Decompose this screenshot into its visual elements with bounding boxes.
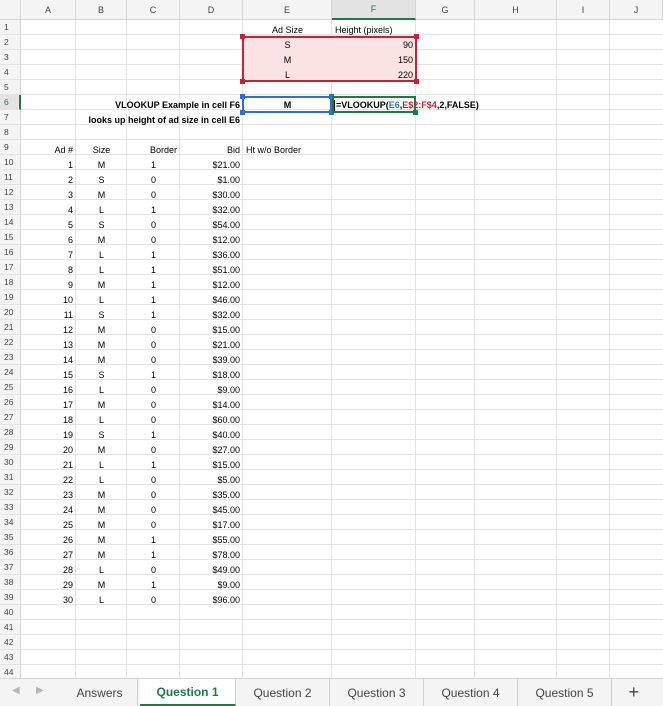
size-cell[interactable]: L (98, 565, 104, 575)
row-header[interactable]: 37 (0, 560, 21, 575)
data-header-size[interactable]: Size (92, 145, 111, 155)
ad-number-cell[interactable]: 22 (62, 475, 73, 485)
formula-arg-range-ref: E$2:F$4 (402, 100, 437, 110)
lookup-height-cell[interactable]: 220 (397, 70, 413, 80)
ad-number-cell[interactable]: 23 (62, 490, 73, 500)
column-header-g[interactable]: G (416, 0, 475, 20)
border-cell[interactable]: 0 (150, 565, 156, 575)
column-header-i[interactable]: I (557, 0, 610, 20)
row-header[interactable]: 30 (0, 455, 21, 470)
ad-number-cell[interactable]: 3 (67, 190, 73, 200)
formula-suffix: ,2,FALSE) (436, 100, 479, 110)
formula-comma: , (399, 100, 403, 110)
ad-number-cell[interactable]: 16 (62, 385, 73, 395)
ad-number-cell[interactable]: 12 (62, 325, 73, 335)
row-header[interactable]: 34 (0, 515, 21, 530)
border-cell[interactable]: 0 (150, 325, 156, 335)
tab-question-5[interactable]: Question 5 (518, 679, 612, 706)
border-cell[interactable]: 0 (150, 490, 156, 500)
previous-sheet-icon[interactable]: ◀ (12, 685, 20, 696)
row-header[interactable]: 21 (0, 320, 21, 335)
lookup-size-cell[interactable]: L (284, 70, 290, 80)
bid-cell[interactable]: $32.00 (212, 310, 240, 320)
column-header-e[interactable]: E (243, 0, 332, 20)
row-header[interactable]: 40 (0, 605, 21, 620)
size-cell[interactable]: M (97, 520, 106, 530)
ad-number-cell[interactable]: 29 (62, 580, 73, 590)
ad-number-cell[interactable]: 1 (67, 160, 73, 170)
row-header[interactable]: 35 (0, 530, 21, 545)
column-header-c[interactable]: C (127, 0, 180, 20)
row-header[interactable]: 18 (0, 275, 21, 290)
row-header[interactable]: 27 (0, 410, 21, 425)
size-cell[interactable]: M (97, 160, 106, 170)
ad-number-cell[interactable]: 8 (67, 265, 73, 275)
formula-prefix: =VLOOKUP( (336, 100, 389, 110)
range-handle[interactable] (240, 110, 245, 115)
bid-cell[interactable]: $78.00 (212, 550, 240, 560)
tab-answers[interactable]: Answers (62, 679, 138, 706)
select-all-corner[interactable] (0, 0, 21, 20)
row-header[interactable]: 23 (0, 350, 21, 365)
row-header[interactable]: 3 (0, 50, 21, 65)
column-header-a[interactable]: A (21, 0, 76, 20)
bid-cell[interactable]: $30.00 (212, 190, 240, 200)
bid-cell[interactable]: $45.00 (212, 505, 240, 515)
bid-cell[interactable]: $14.00 (212, 400, 240, 410)
bid-cell[interactable]: $60.00 (212, 415, 240, 425)
size-cell[interactable]: L (98, 385, 104, 395)
size-cell[interactable]: S (98, 310, 105, 320)
border-cell[interactable]: 1 (150, 280, 156, 290)
input-cell-reference-outline (242, 96, 332, 113)
border-cell[interactable]: 0 (150, 445, 156, 455)
range-handle[interactable] (240, 79, 245, 84)
border-cell[interactable]: 0 (150, 385, 156, 395)
bid-cell[interactable]: $12.00 (212, 280, 240, 290)
border-cell[interactable]: 0 (150, 475, 156, 485)
bid-cell[interactable]: $1.00 (217, 175, 240, 185)
border-cell[interactable]: 0 (150, 415, 156, 425)
row-header[interactable]: 29 (0, 440, 21, 455)
size-cell[interactable]: M (97, 400, 106, 410)
tab-question-3[interactable]: Question 3 (330, 679, 424, 706)
ad-number-cell[interactable]: 14 (62, 355, 73, 365)
bid-cell[interactable]: $55.00 (212, 535, 240, 545)
data-header-bid[interactable]: Bid (226, 145, 240, 155)
row-header[interactable]: 28 (0, 425, 21, 440)
gridline (21, 619, 663, 620)
bid-cell[interactable]: $54.00 (212, 220, 240, 230)
gridline (21, 649, 663, 650)
border-cell[interactable]: 0 (150, 520, 156, 530)
size-cell[interactable]: M (97, 190, 106, 200)
active-cell-outline (332, 96, 416, 113)
row-header[interactable]: 20 (0, 305, 21, 320)
bid-cell[interactable]: $5.00 (217, 475, 240, 485)
range-reference-outline (242, 36, 417, 82)
row-header[interactable]: 13 (0, 200, 21, 215)
bid-cell[interactable]: $39.00 (212, 355, 240, 365)
border-cell[interactable]: 1 (150, 160, 156, 170)
ad-number-cell[interactable]: 25 (62, 520, 73, 530)
row-header[interactable]: 33 (0, 500, 21, 515)
range-handle[interactable] (414, 79, 419, 84)
row-header[interactable]: 19 (0, 290, 21, 305)
border-cell[interactable]: 1 (150, 535, 156, 545)
tab-question-4[interactable]: Question 4 (424, 679, 518, 706)
size-cell[interactable]: L (98, 250, 104, 260)
sheet-tab-bar (0, 678, 663, 706)
lookup-header-size[interactable]: Ad Size (271, 25, 304, 35)
formula-arg-input-ref: E6 (388, 100, 400, 110)
size-cell[interactable]: L (98, 205, 104, 215)
bid-cell[interactable]: $32.00 (212, 205, 240, 215)
border-cell[interactable]: 1 (150, 310, 156, 320)
border-cell[interactable]: 0 (150, 340, 156, 350)
border-cell[interactable]: 1 (150, 580, 156, 590)
tab-question-2[interactable]: Question 2 (236, 679, 330, 706)
row-header[interactable]: 26 (0, 395, 21, 410)
row-header[interactable]: 38 (0, 575, 21, 590)
ad-number-cell[interactable]: 11 (63, 310, 73, 320)
size-cell[interactable]: S (98, 175, 105, 185)
ad-number-cell[interactable]: 19 (62, 430, 73, 440)
border-cell[interactable]: 1 (150, 265, 156, 275)
size-cell[interactable]: L (98, 460, 104, 470)
bid-cell[interactable]: $35.00 (212, 490, 240, 500)
row-header[interactable]: 10 (0, 155, 21, 170)
size-cell[interactable]: L (98, 295, 104, 305)
lookup-header-height[interactable]: Height (pixels) (335, 25, 393, 35)
ad-number-cell[interactable]: 6 (67, 235, 73, 245)
bid-cell[interactable]: $21.00 (212, 340, 240, 350)
bid-cell[interactable]: $96.00 (212, 595, 240, 605)
range-handle[interactable] (240, 34, 245, 39)
border-cell[interactable]: 0 (150, 505, 156, 515)
size-cell[interactable]: M (97, 445, 106, 455)
bid-cell[interactable]: $17.00 (212, 520, 240, 530)
ad-number-cell[interactable]: 5 (67, 220, 73, 230)
row-header[interactable]: 11 (0, 170, 21, 185)
ad-number-cell[interactable]: 20 (62, 445, 73, 455)
fill-handle[interactable] (413, 110, 418, 115)
gridline (21, 634, 663, 635)
border-cell[interactable]: 1 (150, 370, 156, 380)
data-header-ad[interactable]: Ad # (54, 145, 73, 155)
bid-cell[interactable]: $49.00 (212, 565, 240, 575)
column-header-f[interactable]: F (332, 0, 416, 20)
size-cell[interactable]: S (98, 430, 105, 440)
size-cell[interactable]: M (97, 490, 106, 500)
bid-cell[interactable]: $9.00 (217, 385, 240, 395)
lookup-height-cell[interactable]: 150 (397, 55, 413, 65)
ad-number-cell[interactable]: 30 (62, 595, 73, 605)
row-header[interactable]: 14 (0, 215, 21, 230)
border-cell[interactable]: 1 (150, 550, 156, 560)
tab-question-1[interactable]: Question 1 (140, 679, 236, 706)
lookup-size-cell[interactable]: M (283, 55, 292, 65)
ad-number-cell[interactable]: 9 (67, 280, 73, 290)
row-header[interactable]: 8 (0, 125, 21, 140)
border-cell[interactable]: 1 (150, 460, 156, 470)
lookup-height-cell[interactable]: 90 (402, 40, 413, 50)
lookup-input-cell[interactable]: M (283, 100, 292, 110)
ad-number-cell[interactable]: 13 (62, 340, 73, 350)
size-cell[interactable]: S (98, 370, 105, 380)
row-header[interactable]: 39 (0, 590, 21, 605)
border-cell[interactable]: 1 (150, 205, 156, 215)
bid-cell[interactable]: $51.00 (212, 265, 240, 275)
row-header[interactable]: 24 (0, 365, 21, 380)
size-cell[interactable]: L (98, 475, 104, 485)
row-header[interactable]: 5 (0, 80, 21, 95)
ad-number-cell[interactable]: 21 (62, 460, 73, 470)
example-description-line1[interactable]: VLOOKUP Example in cell F6 (115, 100, 240, 110)
example-description-line2[interactable]: looks up height of ad size in cell E6 (88, 115, 240, 125)
bid-cell[interactable]: $18.00 (212, 370, 240, 380)
size-cell[interactable]: M (97, 505, 106, 515)
data-header-border[interactable]: Border (149, 145, 177, 155)
ad-number-cell[interactable]: 15 (62, 370, 73, 380)
row-header[interactable]: 22 (0, 335, 21, 350)
size-cell[interactable]: L (98, 265, 104, 275)
range-handle[interactable] (240, 94, 245, 99)
row-header[interactable]: 1 (0, 20, 21, 35)
size-cell[interactable]: M (97, 325, 106, 335)
next-sheet-icon[interactable]: ▶ (36, 685, 44, 696)
row-header[interactable]: 31 (0, 470, 21, 485)
border-cell[interactable]: 0 (150, 220, 156, 230)
border-cell[interactable]: 1 (150, 430, 156, 440)
border-cell[interactable]: 0 (150, 400, 156, 410)
border-cell[interactable]: 1 (150, 295, 156, 305)
ad-number-cell[interactable]: 18 (62, 415, 73, 425)
row-header[interactable]: 25 (0, 380, 21, 395)
row-header[interactable]: 12 (0, 185, 21, 200)
border-cell[interactable]: 0 (150, 595, 156, 605)
ad-number-cell[interactable]: 26 (62, 535, 73, 545)
size-cell[interactable]: M (97, 280, 106, 290)
row-header[interactable]: 44 (0, 665, 21, 678)
row-header[interactable]: 16 (0, 245, 21, 260)
size-cell[interactable]: M (97, 550, 106, 560)
size-cell[interactable]: L (98, 595, 104, 605)
bid-cell[interactable]: $46.00 (212, 295, 240, 305)
size-cell[interactable]: M (97, 340, 106, 350)
column-header-b[interactable]: B (76, 0, 127, 20)
row-header[interactable]: 6 (0, 95, 21, 110)
ad-number-cell[interactable]: 24 (62, 505, 73, 515)
add-sheet-button[interactable]: + (628, 682, 639, 702)
gridline (21, 139, 663, 140)
bid-cell[interactable]: $21.00 (212, 160, 240, 170)
ad-number-cell[interactable]: 4 (67, 205, 73, 215)
bid-cell[interactable]: $9.00 (217, 580, 240, 590)
row-header[interactable]: 9 (0, 140, 21, 155)
size-cell[interactable]: S (98, 220, 105, 230)
range-handle[interactable] (414, 34, 419, 39)
border-cell[interactable]: 0 (150, 190, 156, 200)
size-cell[interactable]: L (98, 415, 104, 425)
row-header[interactable]: 32 (0, 485, 21, 500)
row-header[interactable]: 7 (0, 110, 21, 125)
row-header[interactable]: 42 (0, 635, 21, 650)
bid-cell[interactable]: $36.00 (212, 250, 240, 260)
border-cell[interactable]: 0 (150, 175, 156, 185)
size-cell[interactable]: M (97, 535, 106, 545)
size-cell[interactable]: M (97, 355, 106, 365)
border-cell[interactable]: 0 (150, 355, 156, 365)
ad-number-cell[interactable]: 2 (67, 175, 73, 185)
bid-cell[interactable]: $15.00 (212, 325, 240, 335)
ad-number-cell[interactable]: 17 (62, 400, 73, 410)
row-header[interactable]: 43 (0, 650, 21, 665)
column-header-j[interactable]: J (610, 0, 663, 20)
row-header[interactable]: 2 (0, 35, 21, 50)
row-header[interactable]: 15 (0, 230, 21, 245)
ad-number-cell[interactable]: 7 (67, 250, 73, 260)
bid-cell[interactable]: $12.00 (212, 235, 240, 245)
ad-number-cell[interactable]: 27 (62, 550, 73, 560)
border-cell[interactable]: 1 (150, 250, 156, 260)
column-header-h[interactable]: H (475, 0, 557, 20)
row-header[interactable]: 17 (0, 260, 21, 275)
gridline (21, 94, 663, 95)
row-header[interactable]: 36 (0, 545, 21, 560)
row-header[interactable]: 41 (0, 620, 21, 635)
column-header-d[interactable]: D (180, 0, 243, 20)
lookup-size-cell[interactable]: S (284, 40, 291, 50)
size-cell[interactable]: M (97, 580, 106, 590)
ad-number-cell[interactable]: 10 (62, 295, 73, 305)
bid-cell[interactable]: $40.00 (212, 430, 240, 440)
border-cell[interactable]: 0 (150, 235, 156, 245)
bid-cell[interactable]: $15.00 (212, 460, 240, 470)
row-header[interactable]: 4 (0, 65, 21, 80)
size-cell[interactable]: M (97, 235, 106, 245)
gridline (21, 664, 663, 665)
bid-cell[interactable]: $27.00 (212, 445, 240, 455)
data-header-height-without-border[interactable]: Ht w/o Border (246, 145, 302, 155)
ad-number-cell[interactable]: 28 (62, 565, 73, 575)
